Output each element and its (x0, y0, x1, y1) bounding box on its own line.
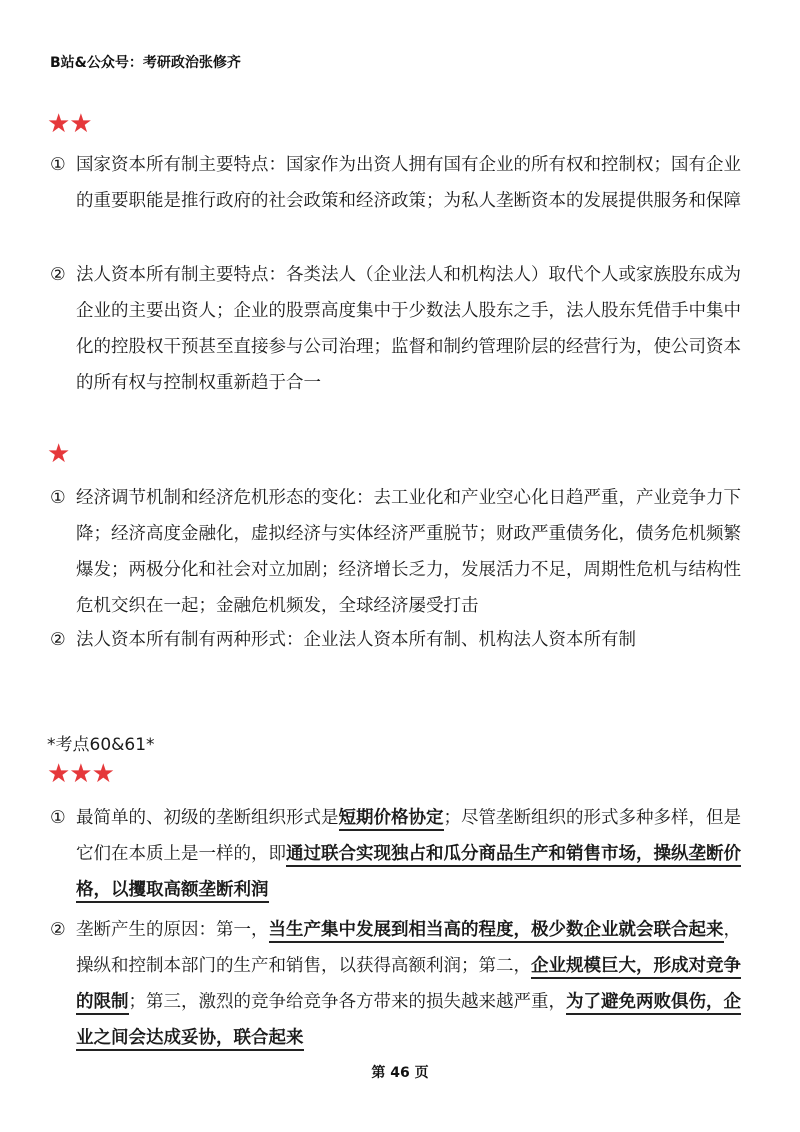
item-number: ① (50, 155, 66, 175)
item-text: 国家资本所有制主要特点：国家作为出资人拥有国有企业的所有权和控制权；国有企业的重要职能是推行政府的社会政策和经济政策；为私人垄断资本的发展提供服务和保障 (76, 155, 741, 211)
text-run: ；尽管垄断组织的形式多种多样，但是它们在本质上是一样的，即 (76, 808, 741, 864)
item-number: ② (50, 265, 66, 285)
list-item (50, 622, 758, 658)
item-text (76, 912, 758, 1056)
exam-point-tag: *考点60&61* (47, 735, 155, 755)
importance-stars-2: ★★ (47, 109, 92, 139)
text-run: 最简单的、初级的垄断组织形式是 (76, 808, 339, 828)
list-item (50, 912, 758, 1056)
importance-stars-3: ★★★ (47, 759, 114, 789)
list-item (50, 257, 758, 401)
page-number: 第 46 页 (371, 1065, 429, 1081)
importance-stars-1: ★ (47, 439, 70, 469)
item-text (76, 800, 758, 908)
list-item (50, 480, 758, 624)
key-point: 为了避免两败俱伤，企业之间会达成妥协，联合起来 (76, 992, 741, 1051)
text-run: ；第三，激烈的竞争给竞争各方带来的损失越来越严重， (128, 992, 566, 1012)
item-number: ① (50, 808, 66, 828)
item-number: ① (50, 488, 66, 508)
key-point: 短期价格协定 (339, 808, 444, 831)
text-run: ，操纵和控制本部门的生产和销售，以获得高额利润；第二， (76, 920, 741, 976)
item-number: ② (50, 920, 66, 940)
list-item (50, 800, 758, 908)
key-point: 企业规模巨大，形成对竞争的限制 (76, 956, 741, 1015)
item-number: ② (50, 630, 66, 650)
list-item (50, 147, 758, 219)
key-point: 通过联合实现独占和瓜分商品生产和销售市场，操纵垄断价格，以攫取高额垄断利润 (76, 844, 741, 903)
page-header: B站&公众号：考研政治张修齐 (50, 55, 241, 71)
text-run: 垄断产生的原因：第一， (76, 920, 269, 940)
item-text: 经济调节机制和经济危机形态的变化：去工业化和产业空心化日趋严重，产业竞争力下降；经济高度金融化，虚拟经济与实体经济严重脱节；财政严重债务化，债务危机频繁爆发；两极分化和社会对立加剧；经济增长乏力，发展活力不足，周期性危机与结构性危机交织在一起；金融危机频发，全球经济屡受打击 (76, 488, 741, 616)
key-point: 当生产集中发展到相当高的程度，极少数企业就会联合起来 (269, 920, 724, 943)
item-text: 法人资本所有制有两种形式：企业法人资本所有制、机构法人资本所有制 (76, 630, 636, 650)
item-text: 法人资本所有制主要特点：各类法人（企业法人和机构法人）取代个人或家族股东成为企业的主要出资人；企业的股票高度集中于少数法人股东之手，法人股东凭借手中集中化的控股权干预甚至直接参与公司治理；监督和制约管理阶层的经营行为，使公司资本的所有权与控制权重新趋于合一 (76, 265, 741, 393)
